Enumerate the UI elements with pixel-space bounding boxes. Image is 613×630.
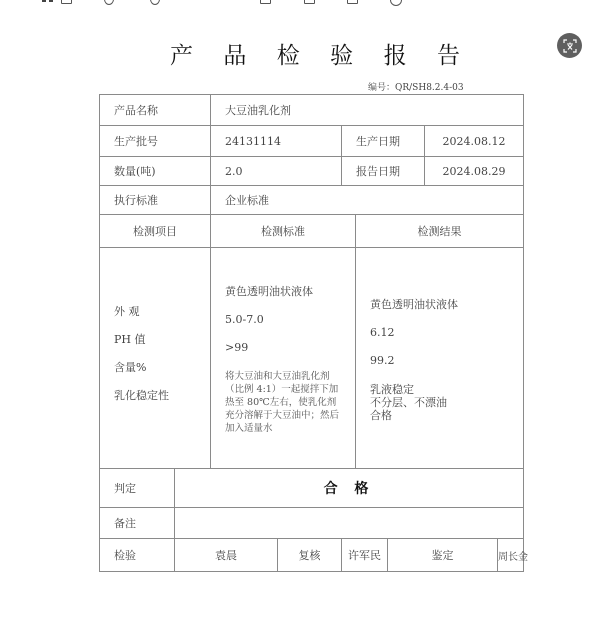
title-char: 产: [170, 42, 193, 69]
row-product-name: [100, 95, 524, 126]
header-test-standard: 检测标准: [211, 215, 356, 248]
test-result: 黄色透明油状液体: [370, 297, 458, 311]
row-tests-body: [100, 248, 524, 469]
zoom-in-icon[interactable]: [150, 0, 160, 5]
approver-name: 周长金: [498, 539, 524, 572]
test-result-multi: [370, 379, 523, 422]
standard-value: 企业标准: [211, 186, 524, 215]
batch-label: 生产批号: [100, 126, 211, 157]
production-date-value: 2024.08.12: [425, 126, 524, 157]
title-char: 告: [436, 42, 460, 69]
test-item: 外 观: [114, 305, 140, 318]
result-line: 乳液稳定: [370, 382, 414, 396]
document-number: 编号：QR/SH8.2.4-03: [368, 83, 464, 93]
grid-icon[interactable]: [42, 0, 54, 4]
test-standards-cell: [211, 248, 356, 469]
inspect-label: 检验: [100, 539, 175, 572]
product-name-value: 大豆油乳化剂: [211, 95, 524, 126]
row-batch: [100, 126, 524, 157]
row-tests-header: [100, 215, 524, 248]
remarks-label: 备注: [100, 508, 175, 539]
test-standard-method: 将大豆油和大豆油乳化剂（比例 4:1）一起搅拌下加热至 80℃左右，使乳化剂充分溶解于大豆油中；然后加入适量水: [225, 370, 340, 434]
remarks-value: [175, 508, 524, 539]
test-items-cell: [100, 248, 211, 469]
title-char: 品: [223, 42, 247, 69]
zoom-out-icon[interactable]: [104, 0, 114, 5]
production-date-label: 生产日期: [342, 126, 425, 157]
page-icon[interactable]: [347, 0, 358, 4]
product-name-label: 产品名称: [100, 95, 211, 126]
row-signoff: [100, 539, 524, 572]
test-item: 含量%: [114, 361, 147, 374]
verdict-value: 合 格: [175, 469, 524, 508]
test-item: PH 值: [114, 333, 146, 346]
page-icon[interactable]: [260, 0, 271, 4]
quantity-value: 2.0: [211, 157, 342, 186]
test-results-cell: [356, 248, 524, 469]
report-date-value: 2024.08.29: [425, 157, 524, 186]
header-test-item: 检测项目: [100, 215, 211, 248]
row-standard: [100, 186, 524, 215]
page-title: [160, 35, 470, 71]
inspector-name: 袁晨: [175, 539, 278, 572]
title-char: 验: [330, 42, 354, 69]
test-item: 乳化稳定性: [114, 389, 169, 402]
title-char: 检: [276, 42, 300, 69]
standard-label: 执行标准: [100, 186, 211, 215]
result-line: 不分层、不漂油: [370, 395, 447, 409]
page-icon[interactable]: [61, 0, 72, 4]
translate-button[interactable]: [557, 33, 582, 58]
test-result: 99.2: [370, 353, 395, 367]
page-icon[interactable]: [304, 0, 315, 4]
test-standard: >99: [225, 340, 249, 354]
test-result: 6.12: [370, 325, 395, 339]
header-test-result: 检测结果: [356, 215, 524, 248]
translate-icon: [563, 39, 577, 53]
title-char: 报: [383, 42, 407, 69]
verdict-label: 判定: [100, 469, 175, 508]
circle-icon[interactable]: [390, 0, 402, 6]
approve-label: 鉴定: [388, 539, 498, 572]
quantity-label: 数量(吨): [100, 157, 211, 186]
report-date-label: 报告日期: [342, 157, 425, 186]
viewer-toolbar: [0, 0, 613, 8]
review-label: 复核: [278, 539, 342, 572]
reviewer-name: 许军民: [342, 539, 388, 572]
row-quantity: [100, 157, 524, 186]
row-verdict: [100, 469, 524, 508]
inspection-report-table: [99, 94, 528, 572]
test-standard: 5.0-7.0: [225, 312, 264, 326]
test-standard: 黄色透明油状液体: [225, 284, 313, 298]
row-remarks: [100, 508, 524, 539]
batch-value: 24131114: [211, 126, 342, 157]
result-line: 合格: [370, 408, 392, 422]
